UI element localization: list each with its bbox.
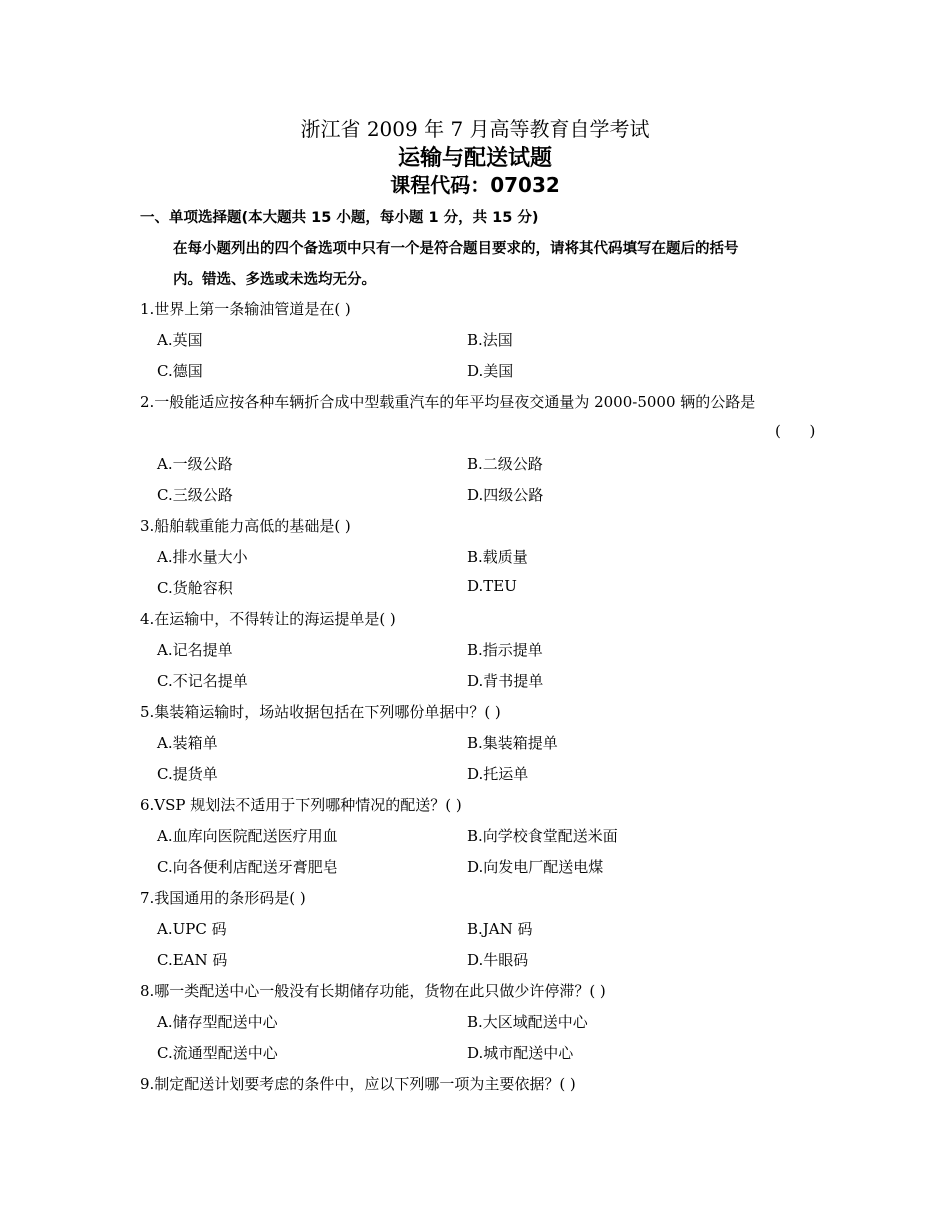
question-4-option-b: B.指示提单 <box>467 641 543 659</box>
question-7-option-d: D.牛眼码 <box>467 951 529 969</box>
question-6-option-d: D.向发电厂配送电煤 <box>467 858 604 876</box>
section-instruction-line-1: 在每小题列出的四个备选项中只有一个是符合题目要求的，请将其代码填写在题后的括号 <box>173 241 739 257</box>
question-2-option-a: A.一级公路 <box>157 455 233 473</box>
exam-subject-title: 运输与配送试题 <box>397 146 552 171</box>
section-instruction-line-2: 内。错选、多选或未选均无分。 <box>173 272 376 288</box>
question-6-option-b: B.向学校食堂配送米面 <box>467 827 618 845</box>
question-6: 6.VSP 规划法不适用于下列哪种情况的配送？( ) <box>140 796 462 814</box>
section-heading: 一、单项选择题(本大题共 15 小题，每小题 1 分，共 15 分) <box>140 210 539 226</box>
question-1-option-a: A.英国 <box>157 331 203 349</box>
course-code: 课程代码：07032 <box>390 173 560 197</box>
question-6-option-c: C.向各便利店配送牙膏肥皂 <box>157 858 338 876</box>
question-5-option-d: D.托运单 <box>467 765 529 783</box>
question-3-option-c: C.货舱容积 <box>157 579 233 597</box>
question-3: 3.船舶载重能力高低的基础是( ) <box>140 517 351 535</box>
question-8-option-c: C.流通型配送中心 <box>157 1044 278 1062</box>
question-8-option-d: D.城市配送中心 <box>467 1044 574 1062</box>
question-9: 9.制定配送计划要考虑的条件中，应以下列哪一项为主要依据？( ) <box>140 1075 576 1093</box>
question-5-option-c: C.提货单 <box>157 765 218 783</box>
exam-session-title: 浙江省 2009 年 7 月高等教育自学考试 <box>300 117 650 141</box>
question-7-option-b: B.JAN 码 <box>467 920 533 938</box>
question-4-option-a: A.记名提单 <box>157 641 233 659</box>
question-1-option-d: D.美国 <box>467 362 514 380</box>
question-2-option-c: C.三级公路 <box>157 486 233 504</box>
question-2-option-d: D.四级公路 <box>467 486 544 504</box>
question-1: 1.世界上第一条输油管道是在( ) <box>140 300 351 318</box>
question-5-option-b: B.集装箱提单 <box>467 734 558 752</box>
question-5-option-a: A.装箱单 <box>157 734 218 752</box>
question-2-option-b: B.二级公路 <box>467 455 543 473</box>
question-5: 5.集装箱运输时，场站收据包括在下列哪份单据中？( ) <box>140 703 501 721</box>
question-7: 7.我国通用的条形码是( ) <box>140 889 306 907</box>
question-3-option-a: A.排水量大小 <box>157 548 248 566</box>
question-4-option-c: C.不记名提单 <box>157 672 248 690</box>
question-8: 8.哪一类配送中心一般没有长期储存功能，货物在此只做少许停滞？( ) <box>140 982 606 1000</box>
question-1-option-c: C.德国 <box>157 362 203 380</box>
question-2: 2.一般能适应按各种车辆折合成中型载重汽车的年平均昼夜交通量为 2000-5000 辆的公路是 <box>140 393 756 411</box>
question-7-option-c: C.EAN 码 <box>157 951 228 969</box>
question-8-option-a: A.储存型配送中心 <box>157 1013 278 1031</box>
question-7-option-a: A.UPC 码 <box>157 920 227 938</box>
question-1-option-b: B.法国 <box>467 331 513 349</box>
question-3-option-b: B.载质量 <box>467 548 528 566</box>
question-8-option-b: B.大区域配送中心 <box>467 1013 588 1031</box>
question-4-option-d: D.背书提单 <box>467 672 544 690</box>
question-3-option-d: D.TEU <box>467 577 517 595</box>
question-4: 4.在运输中，不得转让的海运提单是( ) <box>140 610 396 628</box>
question-2-answer-blank: ( ) <box>775 422 816 440</box>
question-6-option-a: A.血库向医院配送医疗用血 <box>157 827 338 845</box>
